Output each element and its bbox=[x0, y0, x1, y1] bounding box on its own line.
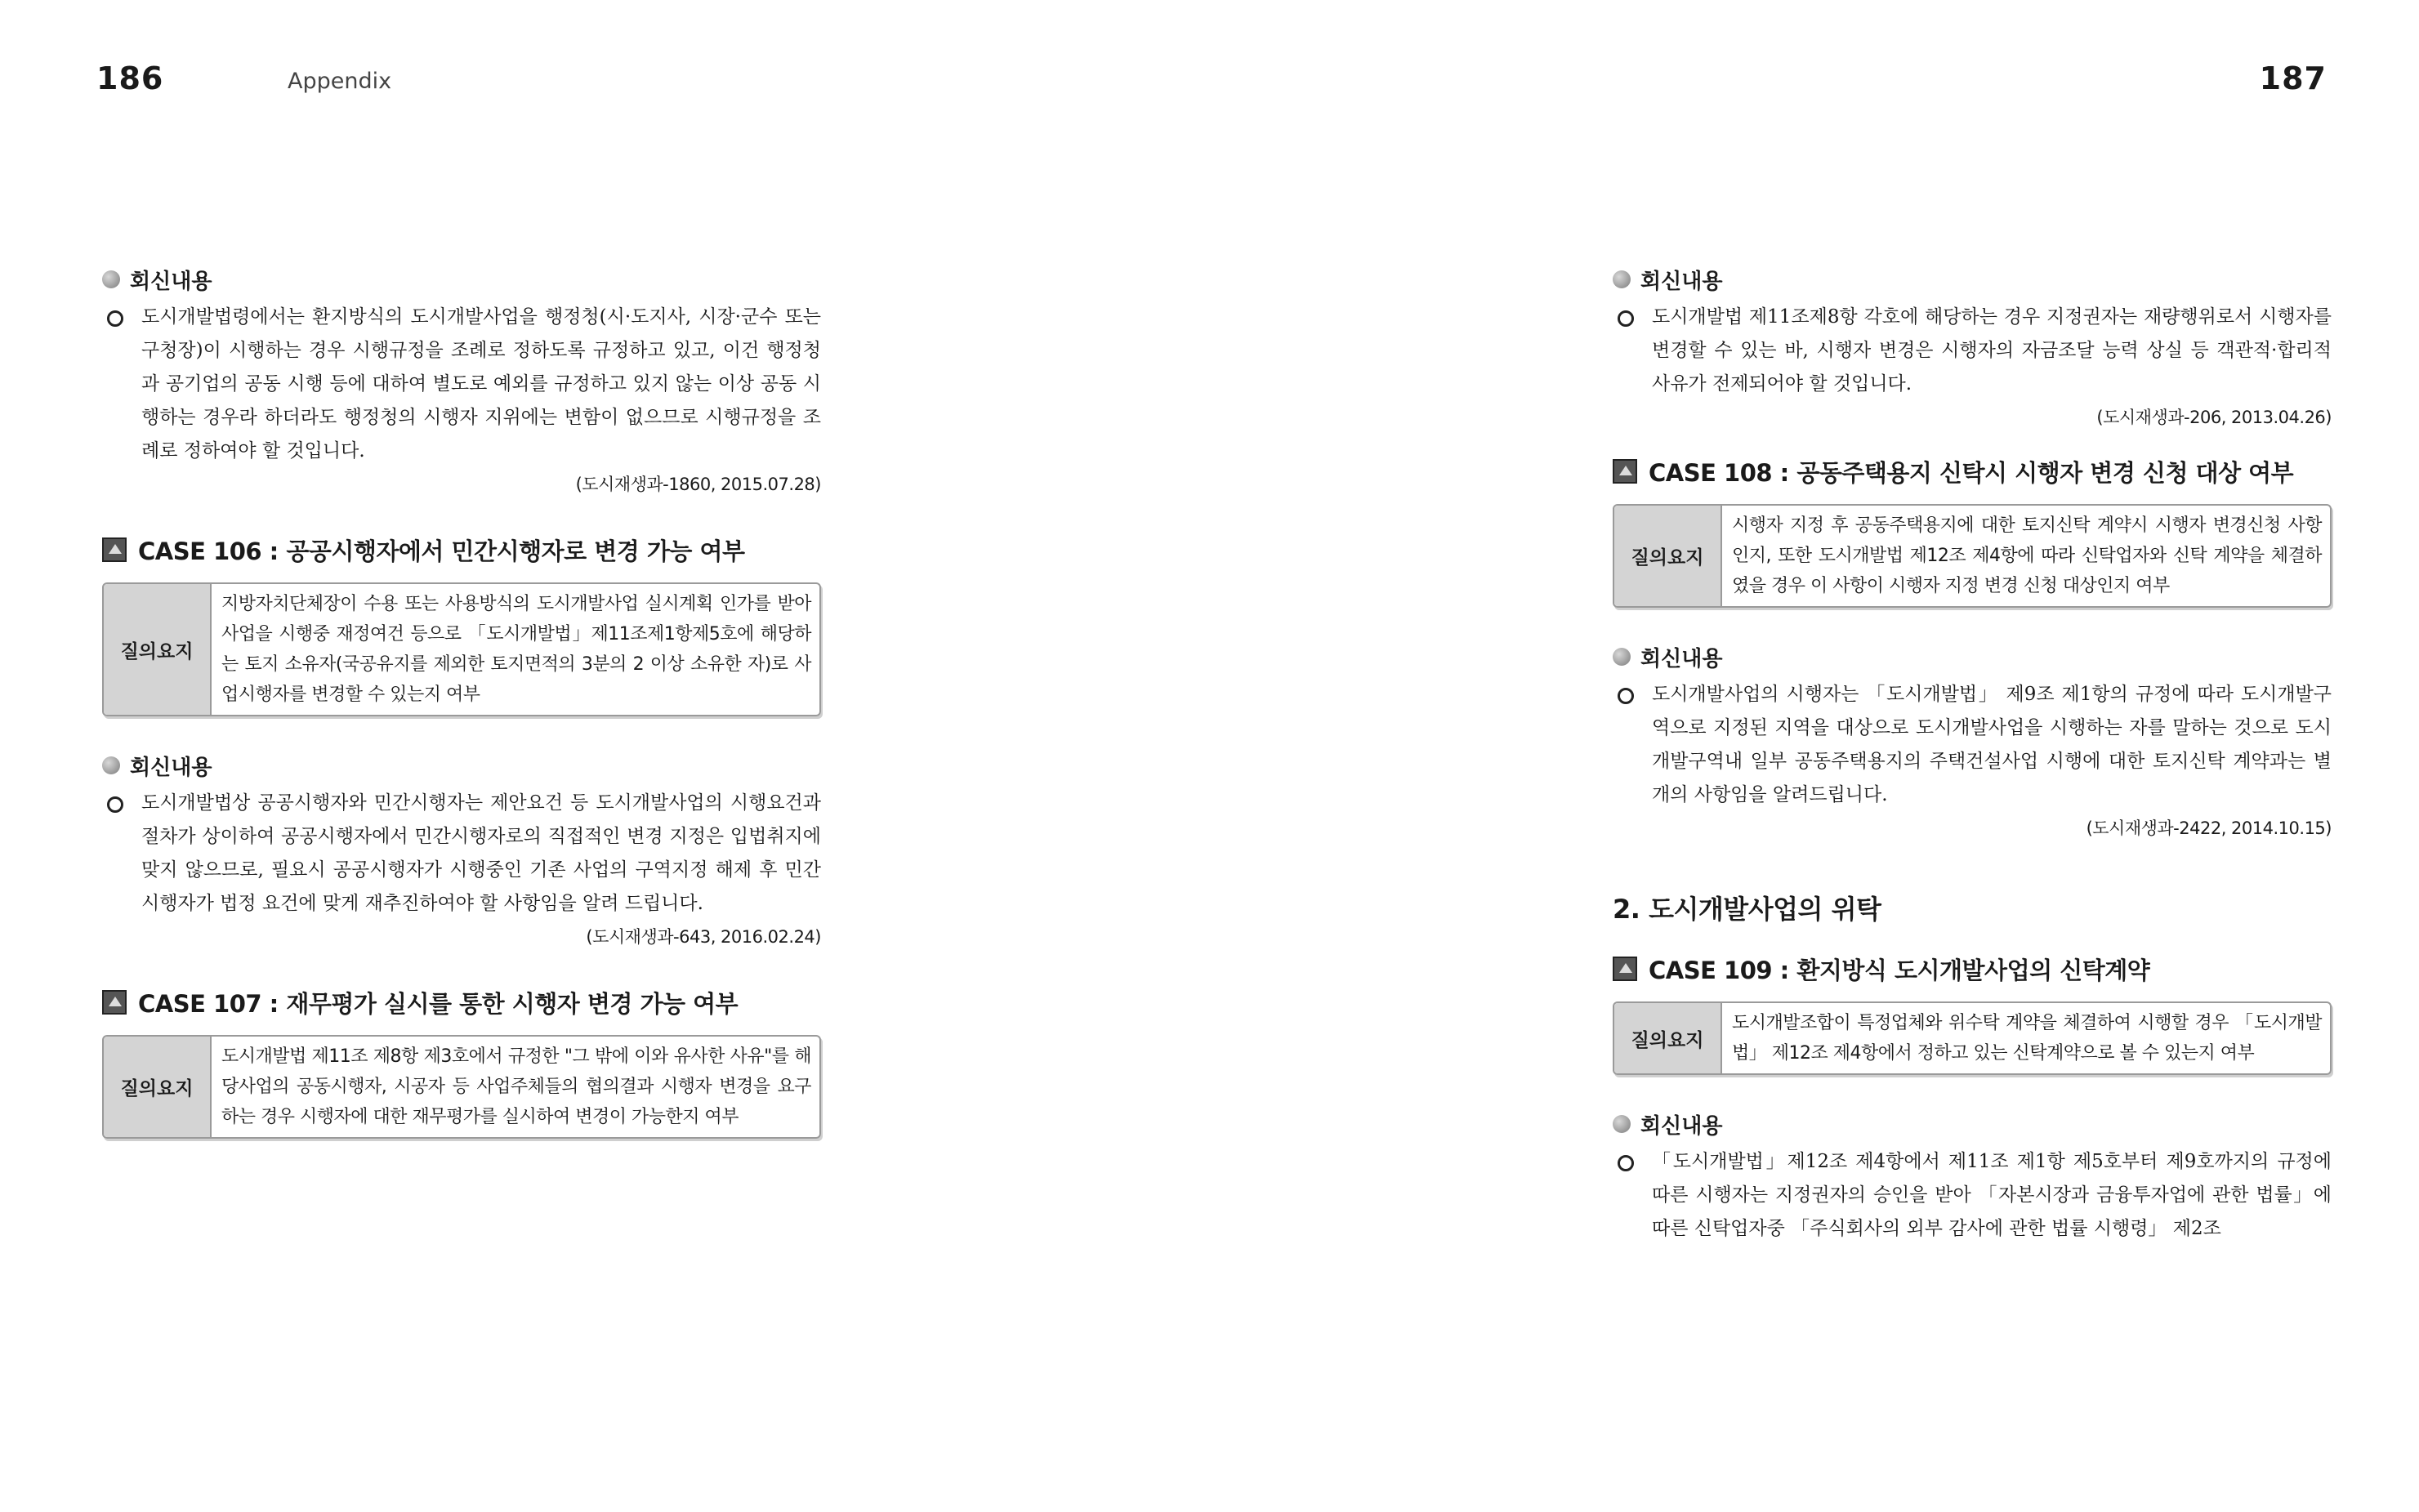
bullet-dot-icon bbox=[1613, 1115, 1631, 1133]
case-icon bbox=[1613, 459, 1637, 484]
right-column bbox=[1613, 263, 2332, 1246]
reply-heading: 회신내용 bbox=[1613, 1108, 2332, 1140]
bullet-dot-icon bbox=[102, 756, 120, 774]
question-box bbox=[1613, 504, 2332, 608]
bullet-dot-icon bbox=[1613, 648, 1631, 666]
case-109-heading: CASE 109 : 환지방식 도시개발사업의 신탁계약 bbox=[1613, 951, 2332, 987]
case-icon bbox=[1613, 957, 1637, 981]
section-title: 2. 도시개발사업의 위탁 bbox=[1613, 894, 1881, 925]
question-label: 질의요지 bbox=[104, 1037, 212, 1137]
case-108-heading: CASE 108 : 공동주택용지 신탁시 시행자 변경 신청 대상 여부 bbox=[1613, 453, 2332, 489]
reply-heading: 회신내용 bbox=[102, 263, 821, 296]
bullet-dot-icon bbox=[1613, 270, 1631, 288]
circle-bullet-icon bbox=[1618, 688, 1634, 704]
citation: (도시재생과-2422, 2014.10.15) bbox=[2086, 818, 2332, 838]
page-number: 187 bbox=[2259, 60, 2327, 96]
question-text: 지방자치단체장이 수용 또는 사용방식의 도시개발사업 실시계획 인가를 받아 사업을 시행중 재정여건 등으로 「도시개발법」제11조제1항제5호에 해당하는 토지 소유자(국공유지를 제외한 토지면적의 3분의 2 이상 소유한 자)로 사업시행자를 변경할 수 있는지 여부 bbox=[221, 594, 811, 705]
left-column bbox=[102, 263, 821, 1139]
question-text: 시행자 지정 후 공동주택용지에 대한 토지신탁 계약시 시행자 변경신청 사항인지, 또한 도시개발법 제12조 제4항에 따라 신탁업자와 신탁 계약을 체결하였을 경우 이 사항이 시행자 지정 변경 신청 대상인지 여부 bbox=[1732, 515, 2322, 596]
circle-bullet-icon bbox=[1618, 1155, 1634, 1171]
question-text: 도시개발법 제11조 제8항 제3호에서 규정한 "그 밖에 이와 유사한 사유"를 해당사업의 공동시행자, 시공자 등 사업주체들의 협의결과 시행자 변경을 요구하는 경우 시행자에 대한 재무평가를 실시하여 변경이 가능한지 여부 bbox=[221, 1046, 811, 1127]
citation: (도시재생과-1860, 2015.07.28) bbox=[575, 475, 821, 494]
question-text: 도시개발조합이 특정업체와 위수탁 계약을 체결하여 시행할 경우 「도시개발법」 제12조 제4항에서 정하고 있는 신탁계약으로 볼 수 있는지 여부 bbox=[1732, 1013, 2322, 1064]
running-head: Appendix bbox=[288, 69, 392, 94]
page-number: 186 bbox=[96, 60, 164, 96]
right-page bbox=[1209, 0, 2419, 1512]
question-box bbox=[102, 582, 821, 716]
reply-heading: 회신내용 bbox=[1613, 640, 2332, 673]
reply-paragraph: 도시개발법상 공공시행자와 민간시행자는 제안요건 등 도시개발사업의 시행요건과 절차가 상이하여 공공시행자에서 민간시행자로의 직접적인 변경 지정은 입법취지에 맞지 않으므로, 필요시 공공시행자가 시행중인 기존 사업의 구역지정 해제 후 민간시행자가 법정 요건에 맞게 재추진하여야 할 사항임을 알려 드립니다. bbox=[102, 787, 821, 921]
question-label: 질의요지 bbox=[1614, 1003, 1722, 1073]
circle-bullet-icon bbox=[107, 796, 123, 813]
case-icon bbox=[102, 990, 127, 1015]
left-page bbox=[0, 0, 1209, 1512]
reply-heading: 회신내용 bbox=[102, 749, 821, 782]
reply-heading: 회신내용 bbox=[1613, 263, 2332, 296]
question-label: 질의요지 bbox=[104, 584, 212, 715]
question-label: 질의요지 bbox=[1614, 506, 1722, 606]
circle-bullet-icon bbox=[1618, 310, 1634, 327]
circle-bullet-icon bbox=[107, 310, 123, 327]
reply-paragraph: 「도시개발법」제12조 제4항에서 제11조 제1항 제5호부터 제9호까지의 규정에 따른 시행자는 지정권자의 승인을 받아 「자본시장과 금융투자업에 관한 법률」에 따른 신탁업자중 「주식회사의 외부 감사에 관한 법률 시행령」 제2조 bbox=[1613, 1145, 2332, 1246]
case-icon bbox=[102, 537, 127, 562]
reply-paragraph: 도시개발법 제11조제8항 각호에 해당하는 경우 지정권자는 재량행위로서 시행자를 변경할 수 있는 바, 시행자 변경은 시행자의 자금조달 능력 상실 등 객관적·합리적 사유가 전제되어야 할 것입니다. bbox=[1613, 301, 2332, 401]
citation: (도시재생과-643, 2016.02.24) bbox=[586, 927, 821, 947]
reply-paragraph: 도시개발법령에서는 환지방식의 도시개발사업을 행정청(시·도지사, 시장·군수 또는 구청장)이 시행하는 경우 시행규정을 조례로 정하도록 규정하고 있고, 이건 행정청과 공기업의 공동 시행 등에 대하여 별도로 예외를 규정하고 있지 않는 이상 공동 시행하는 경우라 하더라도 행정청의 시행자 지위에는 변함이 없으므로 시행규정을 조례로 정하여야 할 것입니다. bbox=[102, 301, 821, 468]
reply-paragraph: 도시개발사업의 시행자는 「도시개발법」 제9조 제1항의 규정에 따라 도시개발구역으로 지정된 지역을 대상으로 도시개발사업을 시행하는 자를 말하는 것으로 도시개발구역내 일부 공동주택용지의 주택건설사업 시행에 대한 토지신탁 계약과는 별개의 사항임을 알려드립니다. bbox=[1613, 678, 2332, 812]
case-106-heading: CASE 106 : 공공시행자에서 민간시행자로 변경 가능 여부 bbox=[102, 532, 821, 568]
bullet-dot-icon bbox=[102, 270, 120, 288]
question-box bbox=[1613, 1001, 2332, 1075]
question-box bbox=[102, 1035, 821, 1139]
citation: (도시재생과-206, 2013.04.26) bbox=[2096, 408, 2332, 427]
case-107-heading: CASE 107 : 재무평가 실시를 통한 시행자 변경 가능 여부 bbox=[102, 984, 821, 1020]
